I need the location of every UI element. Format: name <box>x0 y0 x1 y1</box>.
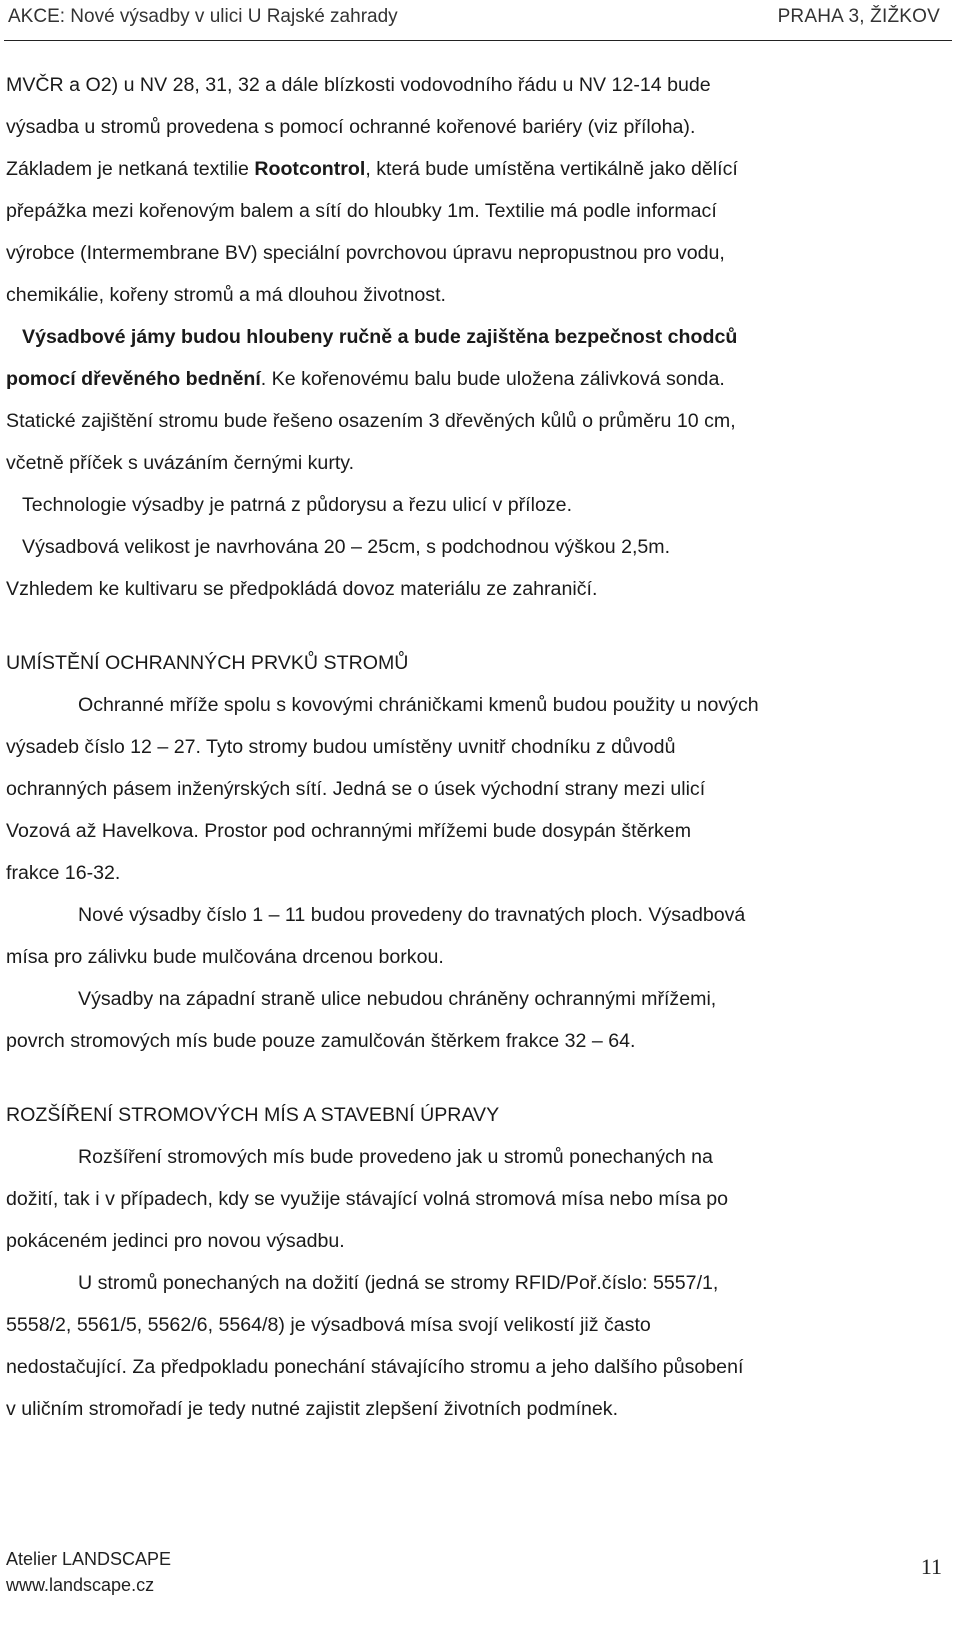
text-line: včetně příček s uvázáním černými kurty. <box>6 452 355 474</box>
text-line: pomocí dřevěného bednění. Ke kořenovému balu bude uložena zálivková sonda. <box>6 368 725 390</box>
text-line: přepážka mezi kořenovým balem a sítí do hloubky 1m. Textilie má podle informací <box>6 200 717 222</box>
text-line: frakce 16-32. <box>6 862 121 884</box>
paragraph-planting-size: Výsadbová velikost je navrhována 20 – 25cm, s podchodnou výškou 2,5m. <box>22 536 671 558</box>
text-line: dožití, tak i v případech, kdy se využije stávající volná stromová mísa nebo mísa po <box>6 1188 729 1210</box>
page-number: 11 <box>920 1554 942 1579</box>
product-name: Rootcontrol <box>254 158 366 180</box>
paragraph-retained-trees <box>6 1262 946 1430</box>
text-line: U stromů ponechaných na dožití (jedná se stromy RFID/Poř.číslo: 5557/1, <box>78 1272 719 1294</box>
paragraph-cultivar-import: Vzhledem ke kultivaru se předpokládá dovoz materiálu ze zahraničí. <box>6 578 598 600</box>
paragraph-root-barrier <box>6 64 946 316</box>
page-header <box>8 0 940 34</box>
paragraph-lawn-plantings <box>6 894 946 978</box>
text-line: Výsadby na západní straně ulice nebudou chráněny ochrannými mřížemi, <box>78 988 717 1010</box>
paragraph-technology: Technologie výsadby je patrná z půdorysu a řezu ulicí v příloze. <box>22 494 573 516</box>
text-line: Ochranné mříže spolu s kovovými chráničkami kmenů budou použity u nových <box>78 694 759 716</box>
paragraph-planting-pits <box>6 316 946 484</box>
text-line: Nové výsadby číslo 1 – 11 budou provedeny do travnatých ploch. Výsadbová <box>78 904 746 926</box>
text-line: povrch stromových mís bude pouze zamulčován štěrkem frakce 32 – 64. <box>6 1030 636 1052</box>
text-line: Základem je netkaná textilie Rootcontrol, která bude umístěna vertikálně jako dělící <box>6 158 738 180</box>
header-divider <box>4 40 952 41</box>
footer-website: www.landscape.cz <box>6 1575 155 1595</box>
header-location: PRAHA 3, ŽIŽKOV <box>777 6 940 27</box>
bold-text-line: Výsadbové jámy budou hloubeny ručně a bude zajištěna bezpečnost chodců <box>22 326 738 348</box>
section-heading-tree-pit-expansion: ROZŠÍŘENÍ STROMOVÝCH MÍS A STAVEBNÍ ÚPRAVY <box>6 1104 500 1126</box>
text-line: chemikálie, kořeny stromů a má dlouhou životnost. <box>6 284 446 306</box>
text-line: Vozová až Havelkova. Prostor pod ochrannými mřížemi bude dosypán štěrkem <box>6 820 692 842</box>
text-line: nedostačující. Za předpokladu ponechání stávajícího stromu a jeho dalšího působení <box>6 1356 744 1378</box>
paragraph-protective-grids <box>6 684 946 894</box>
paragraph-west-side <box>6 978 946 1062</box>
header-project-title: AKCE: Nové výsadby v ulici U Rajské zahrady <box>8 6 398 27</box>
text-line: mísa pro zálivku bude mulčována drcenou borkou. <box>6 946 444 968</box>
text-line: ochranných pásem inženýrských sítí. Jedná se o úsek východní strany mezi ulicí <box>6 778 706 800</box>
footer-studio-name: Atelier LANDSCAPE <box>6 1549 172 1569</box>
text-line: MVČR a O2) u NV 28, 31, 32 a dále blízkosti vodovodního řádu u NV 12-14 bude <box>6 74 711 96</box>
document-body <box>6 64 946 1430</box>
section-heading-protective-elements: UMÍSTĚNÍ OCHRANNÝCH PRVKŮ STROMŮ <box>6 652 409 674</box>
text-line: výsadba u stromů provedena s pomocí ochranné kořenové bariéry (viz příloha). <box>6 116 696 138</box>
text-line: výsadeb číslo 12 – 27. Tyto stromy budou umístěny uvnitř chodníku z důvodů <box>6 736 676 758</box>
page-footer <box>6 1546 171 1598</box>
text-line: Statické zajištění stromu bude řešeno osazením 3 dřevěných kůlů o průměru 10 cm, <box>6 410 736 432</box>
text-line: 5558/2, 5561/5, 5562/6, 5564/8) je výsadbová mísa svojí velikostí již často <box>6 1314 651 1336</box>
text-line: v uličním stromořadí je tedy nutné zajistit zlepšení životních podmínek. <box>6 1398 619 1420</box>
text-line: Rozšíření stromových mís bude provedeno jak u stromů ponechaných na <box>78 1146 713 1168</box>
paragraph-pit-expansion <box>6 1136 946 1262</box>
text-line: pokáceném jedinci pro novou výsadbu. <box>6 1230 345 1252</box>
text-line: výrobce (Intermembrane BV) speciální povrchovou úpravu nepropustnou pro vodu, <box>6 242 725 264</box>
